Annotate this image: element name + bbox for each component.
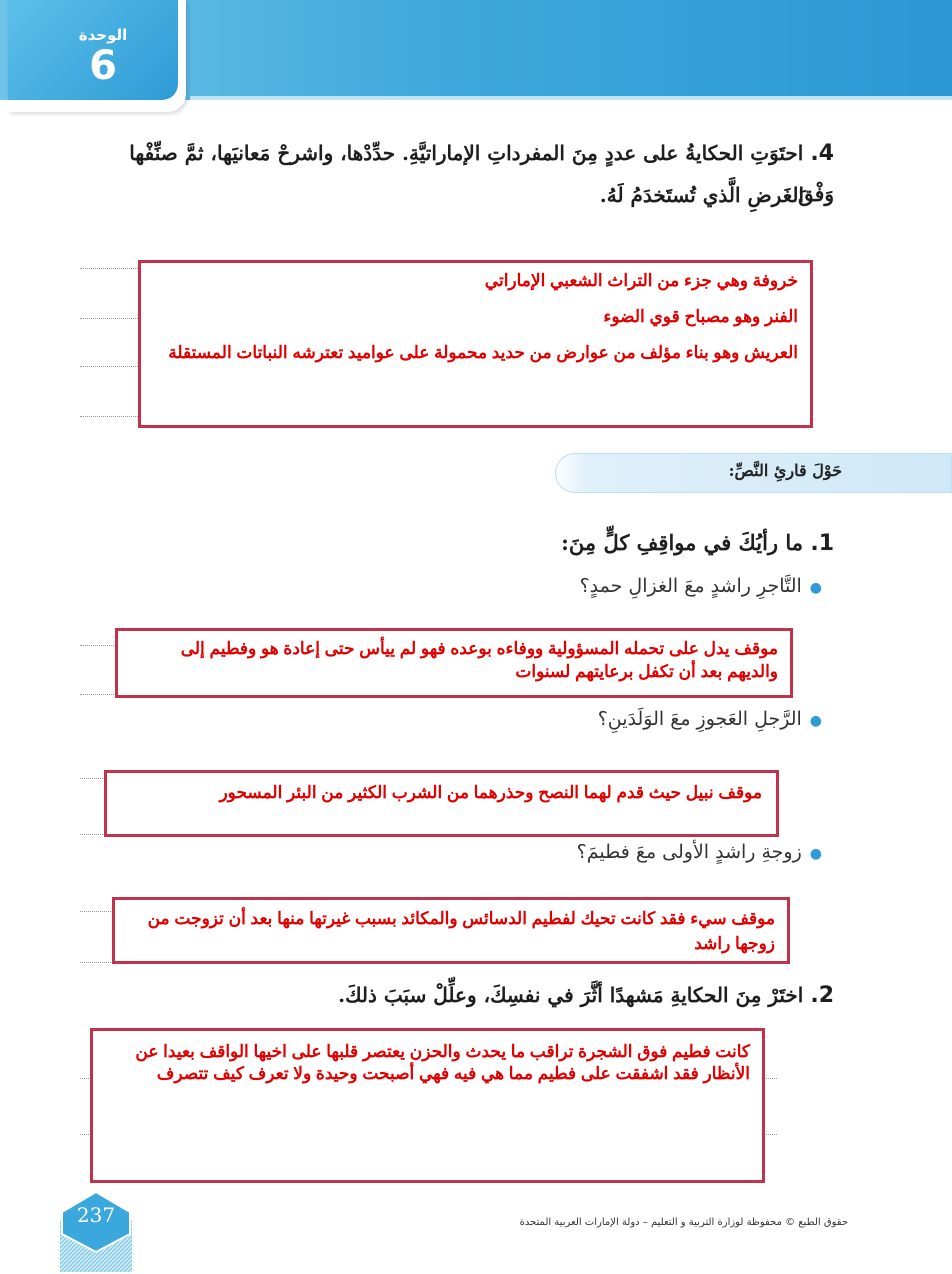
- bullet-item-3: [402, 841, 822, 863]
- answer-dotted-line: [80, 911, 115, 912]
- answer-dotted-line: [80, 962, 115, 963]
- question-4-number: 4.: [810, 141, 834, 166]
- unit-tab: [8, 0, 186, 112]
- answer-dotted-line: [80, 318, 140, 319]
- bullet-text-2: الرَّجلِ العَجوزِ معَ الوَلَدَينِ؟: [597, 708, 802, 730]
- question-1-answer-box-2[interactable]: موقف نبيل حيث قدم لهما النصح وحذرهما من الشرب الكثير من البئر المسحور: [104, 770, 779, 837]
- question-1-answer-box-1[interactable]: موقف يدل على تحمله المسؤولية ووفاءه بوعده فهو لم ييأس حتى إعادة هو وفطيم إلى والديهم بعد أن تكفل برعايتهم لسنوات: [115, 628, 793, 698]
- question-2: [214, 975, 834, 1016]
- answer-line-2: الفنر وهو مصباح قوي الضوء: [603, 307, 798, 326]
- bullet-dot-icon: ●: [809, 846, 822, 862]
- answer-dotted-line: [80, 694, 120, 695]
- page-number: 237: [76, 1203, 116, 1227]
- bullet-dot-icon: ●: [809, 713, 822, 729]
- question-4-answer-box[interactable]: [138, 260, 813, 428]
- question-4-line2: الغَرضِ الَّذي تُستَخدَمُ لَهُ.: [599, 183, 804, 207]
- question-4-line1: احتَوَتِ الحكايةُ على عددٍ مِنَ المفرداتِ الإماراتيَّةِ. حدِّدْها، واشرحْ مَعانيَها، ثمَّ صنِّفْها وَفْقَ: [129, 141, 834, 206]
- bullet-dot-icon: ●: [809, 580, 822, 596]
- bullet-text-1: التَّاجرِ راشدٍ معَ الغزالِ حمدٍ؟: [579, 575, 802, 597]
- unit-number: 6: [89, 43, 117, 89]
- bullet-item-2: [402, 708, 822, 730]
- answer-dotted-line: [80, 834, 105, 835]
- question-2-text: اختَرْ مِنَ الحكايةِ مَشهدًا أثَّرَ في نفسِكَ، وعلِّلْ سبَبَ ذلكَ.: [338, 983, 804, 1007]
- answer-dotted-line: [80, 366, 140, 367]
- bullet-item-1: [402, 575, 822, 597]
- question-1: [334, 523, 834, 564]
- copyright-text: حقوق الطبع © محفوظة لوزارة التربية و التعليم – دولة الإمارات العربية المتحدة: [519, 1217, 848, 1228]
- section-title: حَوْلَ قارئِ النَّصِّ:: [728, 461, 842, 480]
- unit-label: الوحدة: [78, 26, 128, 44]
- section-header: [555, 453, 952, 493]
- answer-line-3: العريش وهو بناء مؤلف من عوارض من حديد محمولة على عواميد تعترشه النباتات المستقلة: [168, 343, 798, 362]
- answer-dotted-line: [80, 416, 140, 417]
- question-1-answer-box-3[interactable]: موقف سيء فقد كانت تحيك لفطيم الدسائس والمكائد بسبب غيرتها منها بعد أن تزوجت من زوجها راشد: [112, 897, 790, 964]
- question-2-answer-box[interactable]: كانت فطيم فوق الشجرة تراقب ما يحدث والحزن يعتصر قلبها على اخيها الواقف بعيدا عن الأنظار فقد اشفقت على فطيم مما هي فيه فهي أصبحت وحيدة ولا تعرف كيف تتصرف: [90, 1028, 765, 1183]
- answer-dotted-line: [80, 268, 140, 269]
- question-1-number: 1.: [810, 531, 834, 556]
- bullet-text-3: زوجةِ راشدٍ الأولى معَ فطيمَ؟: [576, 841, 802, 863]
- answer-line-1: خروفة وهي جزء من التراث الشعبي الإماراتي: [484, 271, 798, 290]
- answer-dotted-line: [80, 645, 120, 646]
- question-2-number: 2.: [810, 983, 834, 1008]
- answer-dotted-line: [80, 778, 105, 779]
- question-1-text: ما رأيُكَ في مواقِفِ كلٍّ مِنَ:: [561, 530, 804, 555]
